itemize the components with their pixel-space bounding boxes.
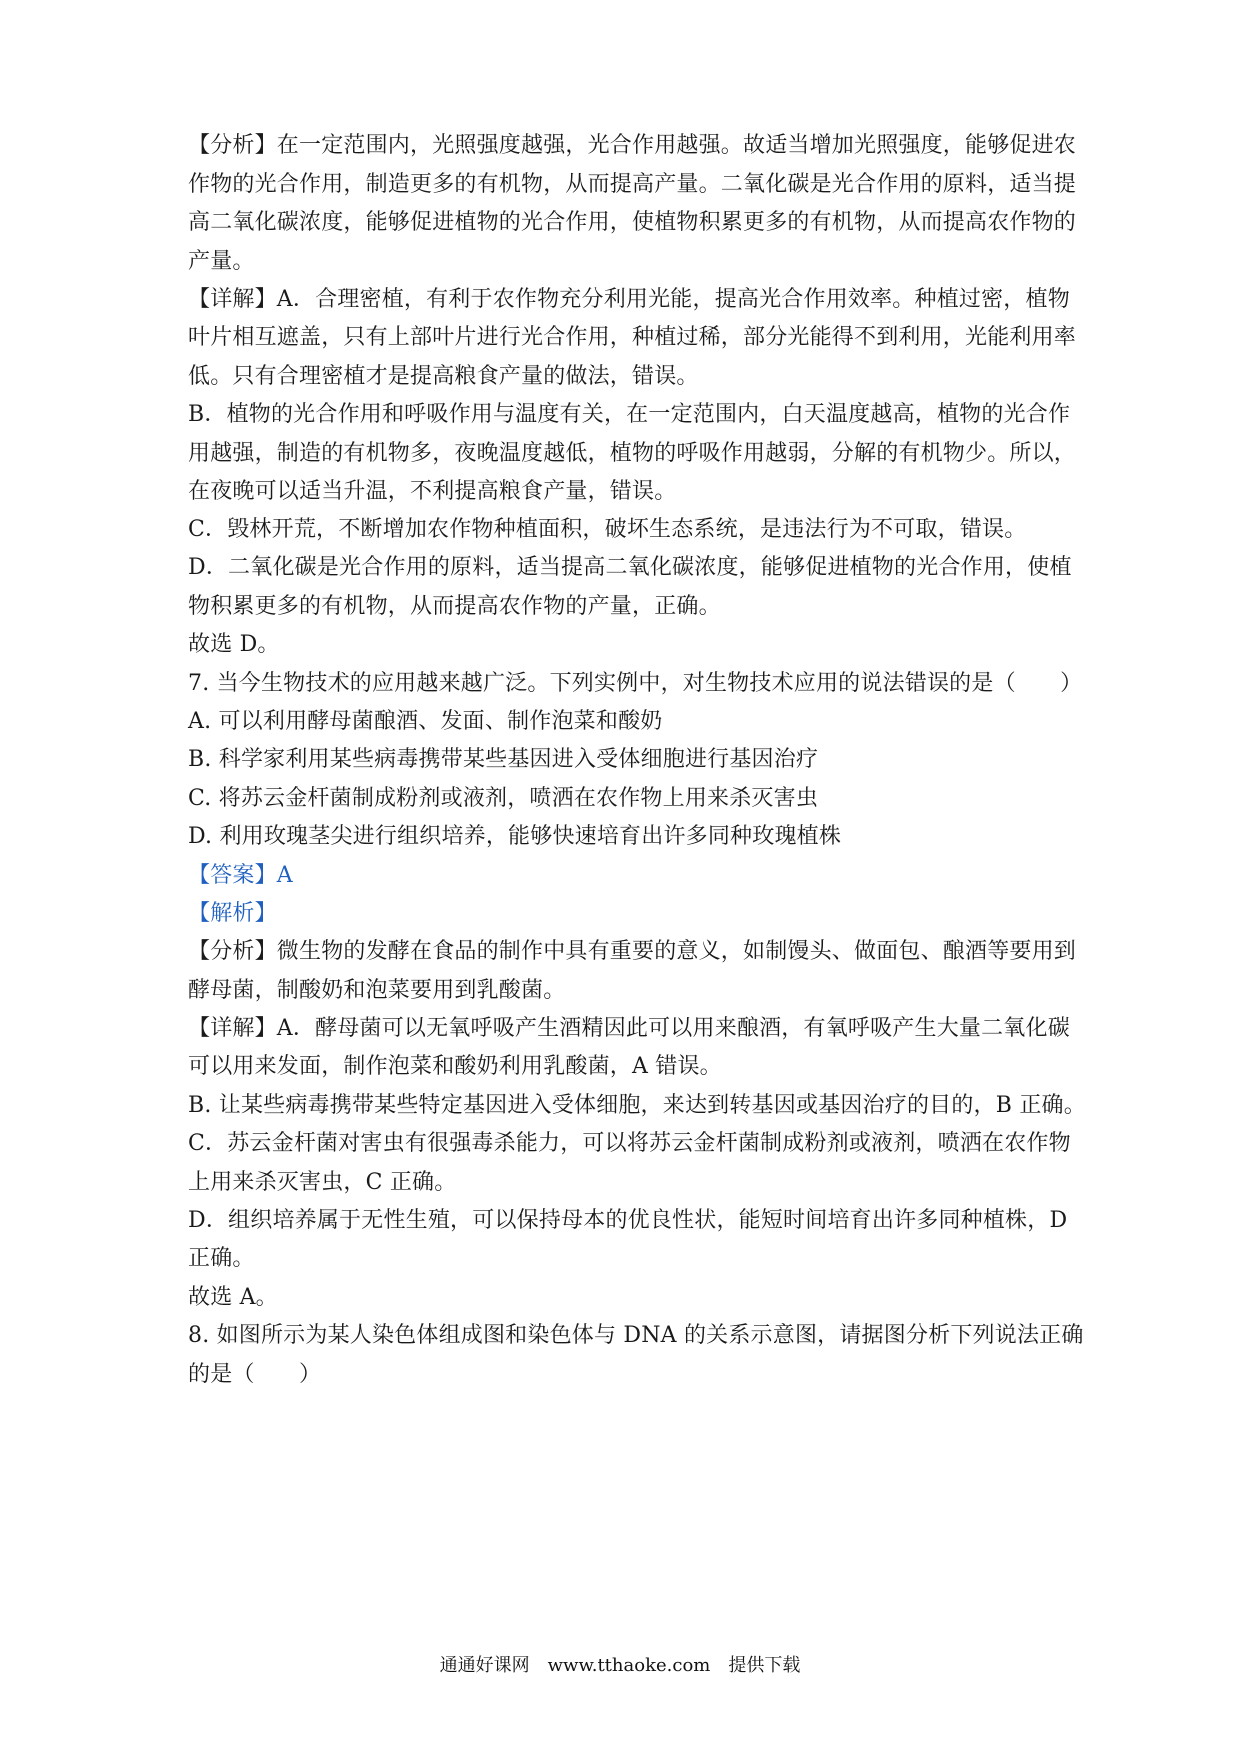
answer-label: 【答案】A	[188, 863, 293, 888]
text-line: 上用来杀灭害虫，C 正确。	[188, 1170, 457, 1195]
text-line: 产量。	[188, 249, 255, 274]
text-line: 酵母菌，制酸奶和泡菜要用到乳酸菌。	[188, 978, 566, 1003]
question-7-option-c: C. 将苏云金杆菌制成粉剂或液剂，喷洒在农作物上用来杀灭害虫	[188, 786, 819, 811]
text-line: D．二氧化碳是光合作用的原料，适当提高二氧化碳浓度，能够促进植物的光合作用，使植	[188, 555, 1072, 580]
text-line: 【分析】微生物的发酵在食品的制作中具有重要的意义，如制馒头、做面包、酿酒等要用到	[188, 939, 1077, 964]
text-line: B．植物的光合作用和呼吸作用与温度有关，在一定范围内，白天温度越高，植物的光合作	[188, 402, 1071, 427]
text-line: 正确。	[188, 1246, 255, 1271]
text-line: 【详解】A．酵母菌可以无氧呼吸产生酒精因此可以用来酿酒，有氧呼吸产生大量二氧化碳	[188, 1016, 1070, 1041]
question-7-option-b: B. 科学家利用某些病毒携带某些基因进入受体细胞进行基因治疗	[188, 747, 819, 772]
question-7-stem: 7. 当今生物技术的应用越来越广泛。下列实例中，对生物技术应用的说法错误的是（ ）	[188, 671, 1083, 696]
text-line: C．苏云金杆菌对害虫有很强毒杀能力，可以将苏云金杆菌制成粉剂或液剂，喷洒在农作物	[188, 1131, 1071, 1156]
text-line: 【分析】在一定范围内，光照强度越强，光合作用越强。故适当增加光照强度，能够促进农	[188, 133, 1077, 158]
question-7-option-d: D. 利用玫瑰茎尖进行组织培养，能够快速培育出许多同种玫瑰植株	[188, 824, 842, 849]
text-line: 用越强，制造的有机物多，夜晚温度越低，植物的呼吸作用越弱，分解的有机物少。所以，	[188, 441, 1077, 466]
text-line: C．毁林开荒，不断增加农作物种植面积，破坏生态系统，是违法行为不可取，错误。	[188, 517, 1027, 542]
page-footer: 通通好课网 www.tthaoke.com 提供下载	[439, 1655, 801, 1676]
question-7-option-a: A. 可以利用酵母菌酿酒、发面、制作泡菜和酸奶	[188, 709, 663, 734]
question-8-stem: 8. 如图所示为某人染色体组成图和染色体与 DNA 的关系示意图，请据图分析下列说法正确	[188, 1323, 1084, 1348]
question-8-stem-cont: 的是（ ）	[188, 1362, 322, 1387]
text-line: 【详解】A．合理密植，有利于农作物充分利用光能，提高光合作用效率。种植过密，植物	[188, 287, 1070, 312]
text-line: 低。只有合理密植才是提高粮食产量的做法，错误。	[188, 364, 699, 389]
text-line: 高二氧化碳浓度，能够促进植物的光合作用，使植物积累更多的有机物，从而提高农作物的	[188, 210, 1077, 235]
text-line: 作物的光合作用，制造更多的有机物，从而提高产量。二氧化碳是光合作用的原料，适当提	[188, 172, 1077, 197]
text-line: 物积累更多的有机物，从而提高农作物的产量，正确。	[188, 594, 721, 619]
text-line: B. 让某些病毒携带某些特定基因进入受体细胞，来达到转基因或基因治疗的目的，B 正确。	[188, 1093, 1086, 1118]
text-line: 故选 A。	[188, 1285, 278, 1310]
text-line: 可以用来发面，制作泡菜和酸奶利用乳酸菌，A 错误。	[188, 1054, 722, 1079]
analysis-label: 【解析】	[188, 901, 277, 926]
text-line: D．组织培养属于无性生殖，可以保持母本的优良性状，能短时间培育出许多同种植株，D	[188, 1208, 1068, 1233]
text-line: 故选 D。	[188, 632, 280, 657]
text-line: 在夜晚可以适当升温，不利提高粮食产量，错误。	[188, 479, 677, 504]
text-line: 叶片相互遮盖，只有上部叶片进行光合作用，种植过稀，部分光能得不到利用，光能利用率	[188, 325, 1077, 350]
